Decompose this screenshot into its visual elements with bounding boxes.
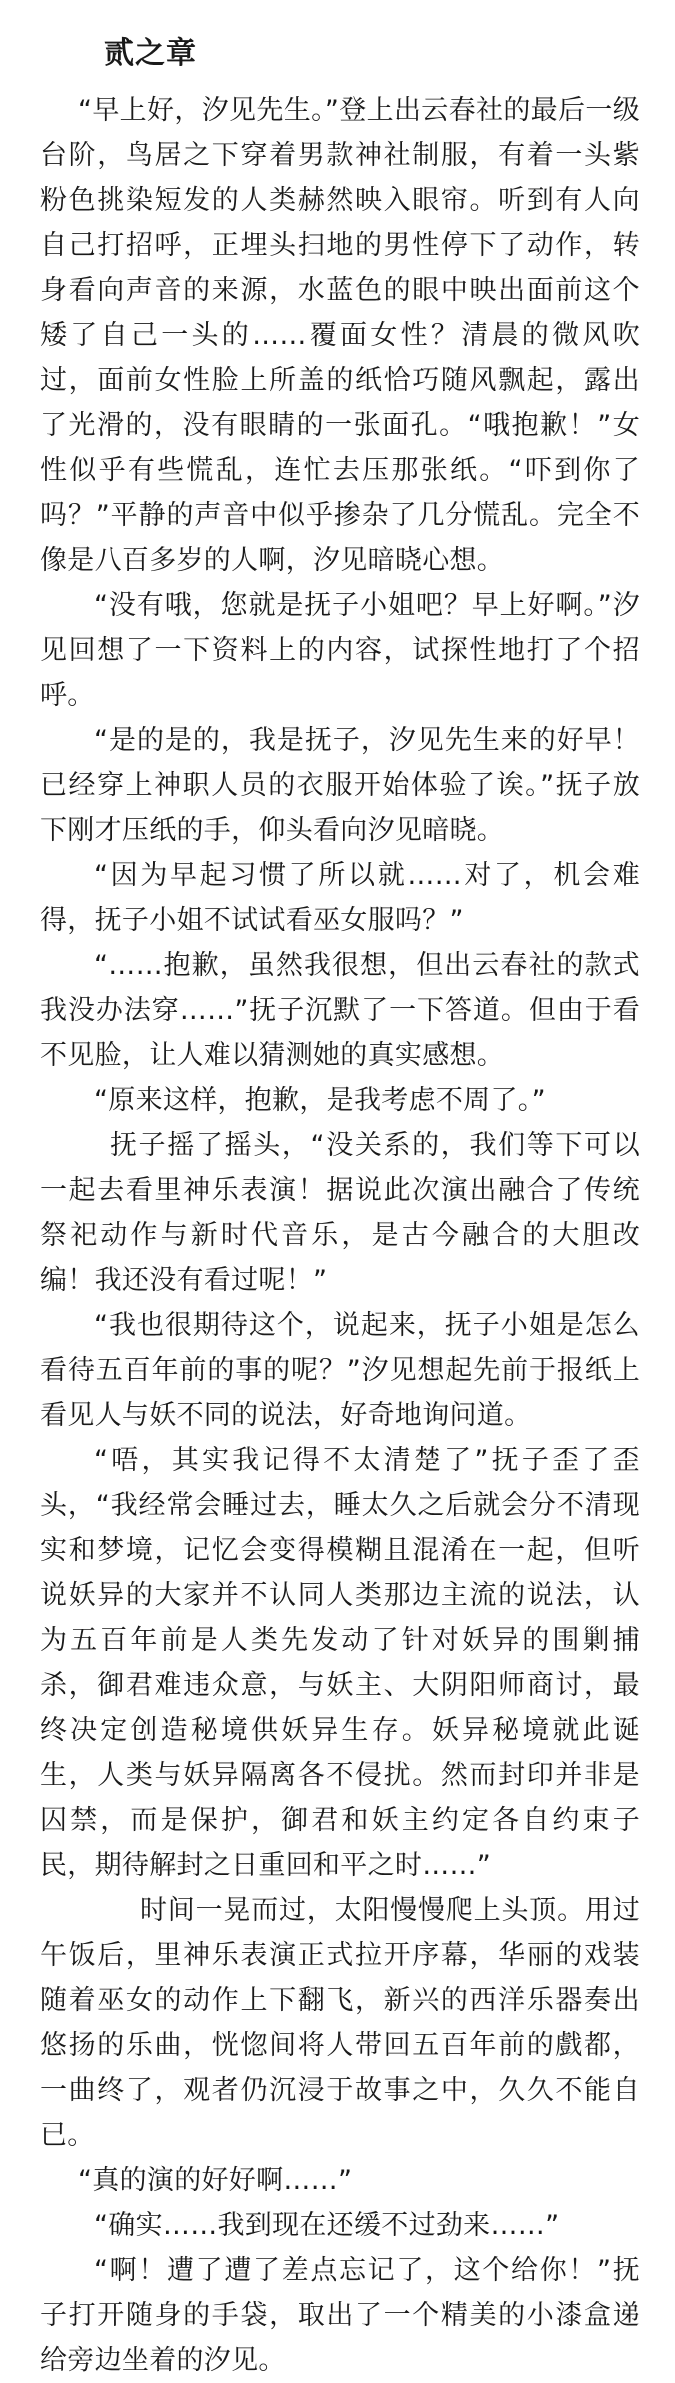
paragraph: “早上好，汐见先生。”登上出云春社的最后一级台阶，鸟居之下穿着男款神社制服，有着一头紫粉色挑染短发的人类赫然映入眼帘。听到有人向自己打招呼，正埋头扫地的男性停下了动作，转身看向声音的来源，水蓝色的眼中映出面前这个矮了自己一头的……覆面女性？清晨的微风吹过，面前女性脸上所盖的纸恰巧随风飘起，露出了光滑的，没有眼睛的一张面孔。“哦抱歉！”女性似乎有些慌乱，连忙去压那张纸。“吓到你了吗？”平静的声音中似乎掺杂了几分慌乱。完全不像是八百多岁的人啊，汐见暗晓心想。 (40, 95, 640, 576)
previous-text-fragment (40, 0, 640, 6)
paragraph: “啊！遭了遭了差点忘记了，这个给你！”抚子打开随身的手袋，取出了一个精美的小漆盒递给旁边坐着的汐见。 (40, 2255, 640, 2376)
paragraph: “原来这样，抱歉，是我考虑不周了。” (94, 1085, 546, 1116)
paragraph: “是的是的，我是抚子，汐见先生来的好早！已经穿上神职人员的衣服开始体验了诶。”抚子放下刚才压纸的手，仰头看向汐见暗晓。 (40, 725, 640, 846)
paragraph: “因为早起习惯了所以就……对了，机会难得，抚子小姐不试试看巫女服吗？” (40, 860, 640, 936)
paragraph: “唔，其实我记得不太清楚了”抚子歪了歪头，“我经常会睡过去，睡太久之后就会分不清现实和梦境，记忆会变得模糊且混淆在一起，但听说妖异的大家并不认同人类那边主流的说法，认为五百年前是人类先发动了针对妖异的围剿捕杀，御君难违众意，与妖主、大阴阳师商讨，最终决定创造秘境供妖异生存。妖异秘境就此诞生，人类与妖异隔离各不侵扰。然而封印并非是囚禁，而是保护，御君和妖主约定各自约束子民，期待解封之日重回和平之时……” (40, 1445, 640, 1881)
paragraph: “真的演的好好啊……” (78, 2165, 353, 2196)
paragraph: “没有哦，您就是抚子小姐吧？早上好啊。”汐见回想了一下资料上的内容，试探性地打了个招呼。 (40, 590, 640, 711)
paragraph: “……抱歉，虽然我很想，但出云春社的款式我没办法穿……”抚子沉默了一下答道。但由于看不见脸，让人难以猜测她的真实感想。 (40, 950, 640, 1071)
next-text-fragment (40, 2328, 640, 2340)
chapter-title: 贰之章 (104, 36, 197, 71)
paragraph: 时间一晃而过，太阳慢慢爬上头顶。用过午饭后，里神乐表演正式拉开序幕，华丽的戏装随着巫女的动作上下翻飞，新兴的西洋乐器奏出悠扬的乐曲，恍惚间将人带回五百年前的戲都，一曲终了，观者仍沉浸于故事之中，久久不能自已。 (40, 1895, 640, 2151)
article-body (40, 88, 640, 2383)
paragraph: “我也很期待这个，说起来，抚子小姐是怎么看待五百年前的事的呢？”汐见想起先前于报纸上看见人与妖不同的说法，好奇地询问道。 (40, 1310, 640, 1431)
paragraph: “确实……我到现在还缓不过劲来……” (94, 2210, 560, 2241)
paragraph: 抚子摇了摇头，“没关系的，我们等下可以一起去看里神乐表演！据说此次演出融合了传统祭祀动作与新时代音乐，是古今融合的大胆改编！我还没有看过呢！” (40, 1130, 640, 1296)
